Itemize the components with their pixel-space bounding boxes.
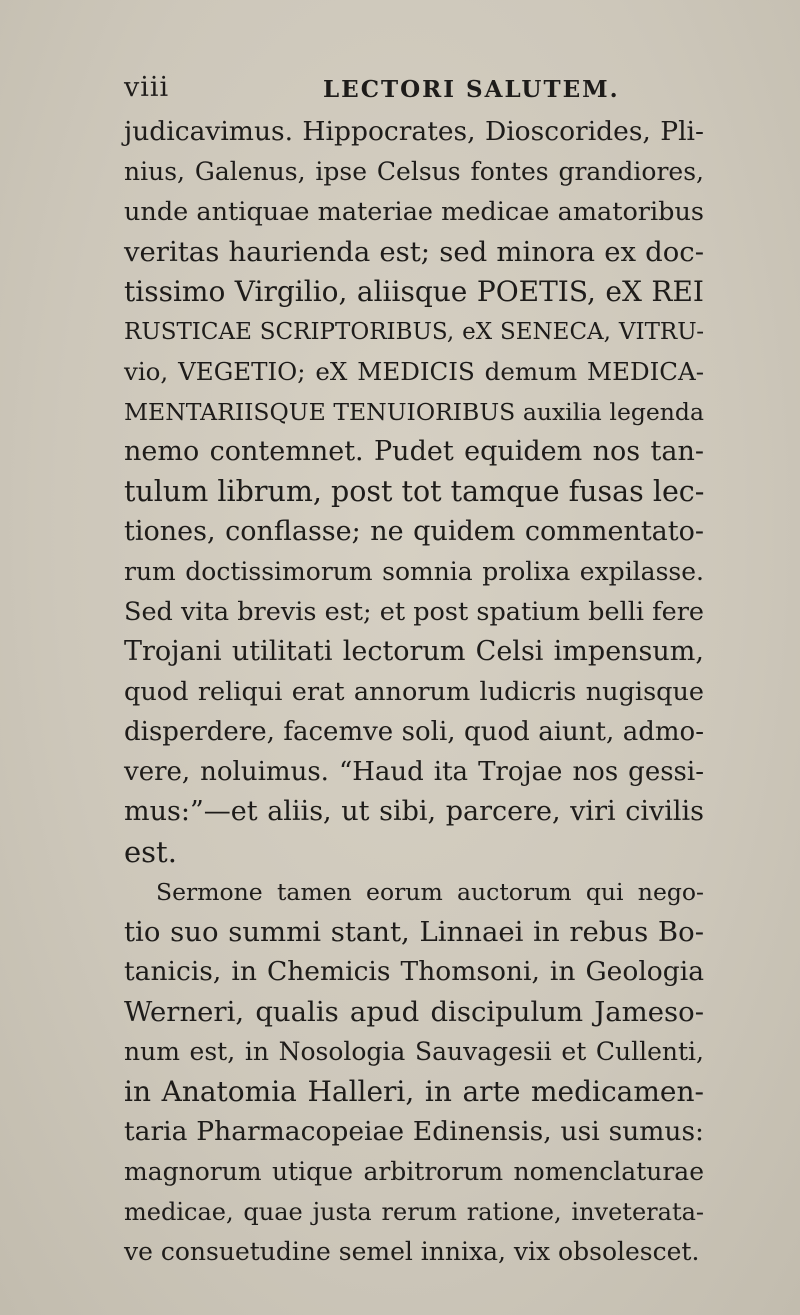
text-line: magnorum utique arbitrorum nomenclaturae (124, 1157, 704, 1186)
text-line: rum doctissimorum somnia prolixa expilasse. (124, 557, 704, 586)
text-line: tio suo summi stant, Linnaei in rebus Bo- (124, 916, 704, 948)
text-line: Werneri, qualis apud discipulum Jameso- (124, 996, 704, 1028)
text-line: medicae, quae justa rerum ratione, inveterata- (124, 1198, 704, 1226)
text-line: taria Pharmacopeiae Edinensis, usi sumus: (124, 1116, 704, 1147)
text-line: MENTARIISQUE TENUIORIBUS auxilia legenda (124, 398, 704, 426)
text-line: quod reliqui erat annorum ludicris nugisque (124, 677, 704, 707)
body-text (124, 112, 704, 1272)
paragraph-1 (124, 112, 704, 872)
text-line: in Anatomia Halleri, in arte medicamen- (124, 1075, 704, 1108)
text-line: veritas haurienda est; sed minora ex doc- (124, 236, 704, 268)
text-line: Sed vita brevis est; et post spatium belli fere (124, 597, 704, 627)
text-line: tanicis, in Chemicis Thomsoni, in Geologia (124, 956, 704, 987)
running-head (0, 72, 800, 112)
text-line: vio, VEGETIO; eX MEDICIS demum MEDICA- (124, 357, 704, 386)
page-number: viii (124, 72, 170, 103)
text-line: nius, Galenus, ipse Celsus fontes grandiores, (124, 157, 704, 186)
text-line: tulum librum, post tot tamque fusas lec- (124, 475, 705, 508)
paragraph-2 (124, 872, 704, 1272)
text-line: tiones, conflasse; ne quidem commentato- (124, 516, 704, 547)
running-title: LECTORI SALUTEM. (323, 76, 620, 103)
text-line: disperdere, facemve soli, quod aiunt, admo- (124, 717, 704, 747)
text-line: tissimo Virgilio, aliisque POETIS, eX REI (124, 275, 704, 308)
text-line: judicavimus. Hippocrates, Dioscorides, Pli- (124, 116, 704, 147)
text-line: RUSTICAE SCRIPTORIBUS, eX SENECA, VITRU- (124, 319, 704, 345)
text-line: Trojani utilitati lectorum Celsi impensum, (124, 636, 704, 667)
text-line: num est, in Nosologia Sauvagesii et Cullenti, (124, 1037, 704, 1066)
text-line: vere, noluimus. “Haud ita Trojae nos gessi- (124, 757, 704, 787)
text-line: est. (124, 835, 177, 869)
text-line: mus:”—et aliis, ut sibi, parcere, viri civilis (124, 796, 704, 827)
text-line: unde antiquae materiae medicae amatoribus (124, 197, 704, 227)
text-line: Sermone tamen eorum auctorum qui nego- (156, 878, 704, 906)
text-line: ve consuetudine semel innixa, vix obsolescet. (124, 1237, 700, 1266)
text-line: nemo contemnet. Pudet equidem nos tan- (124, 436, 704, 467)
